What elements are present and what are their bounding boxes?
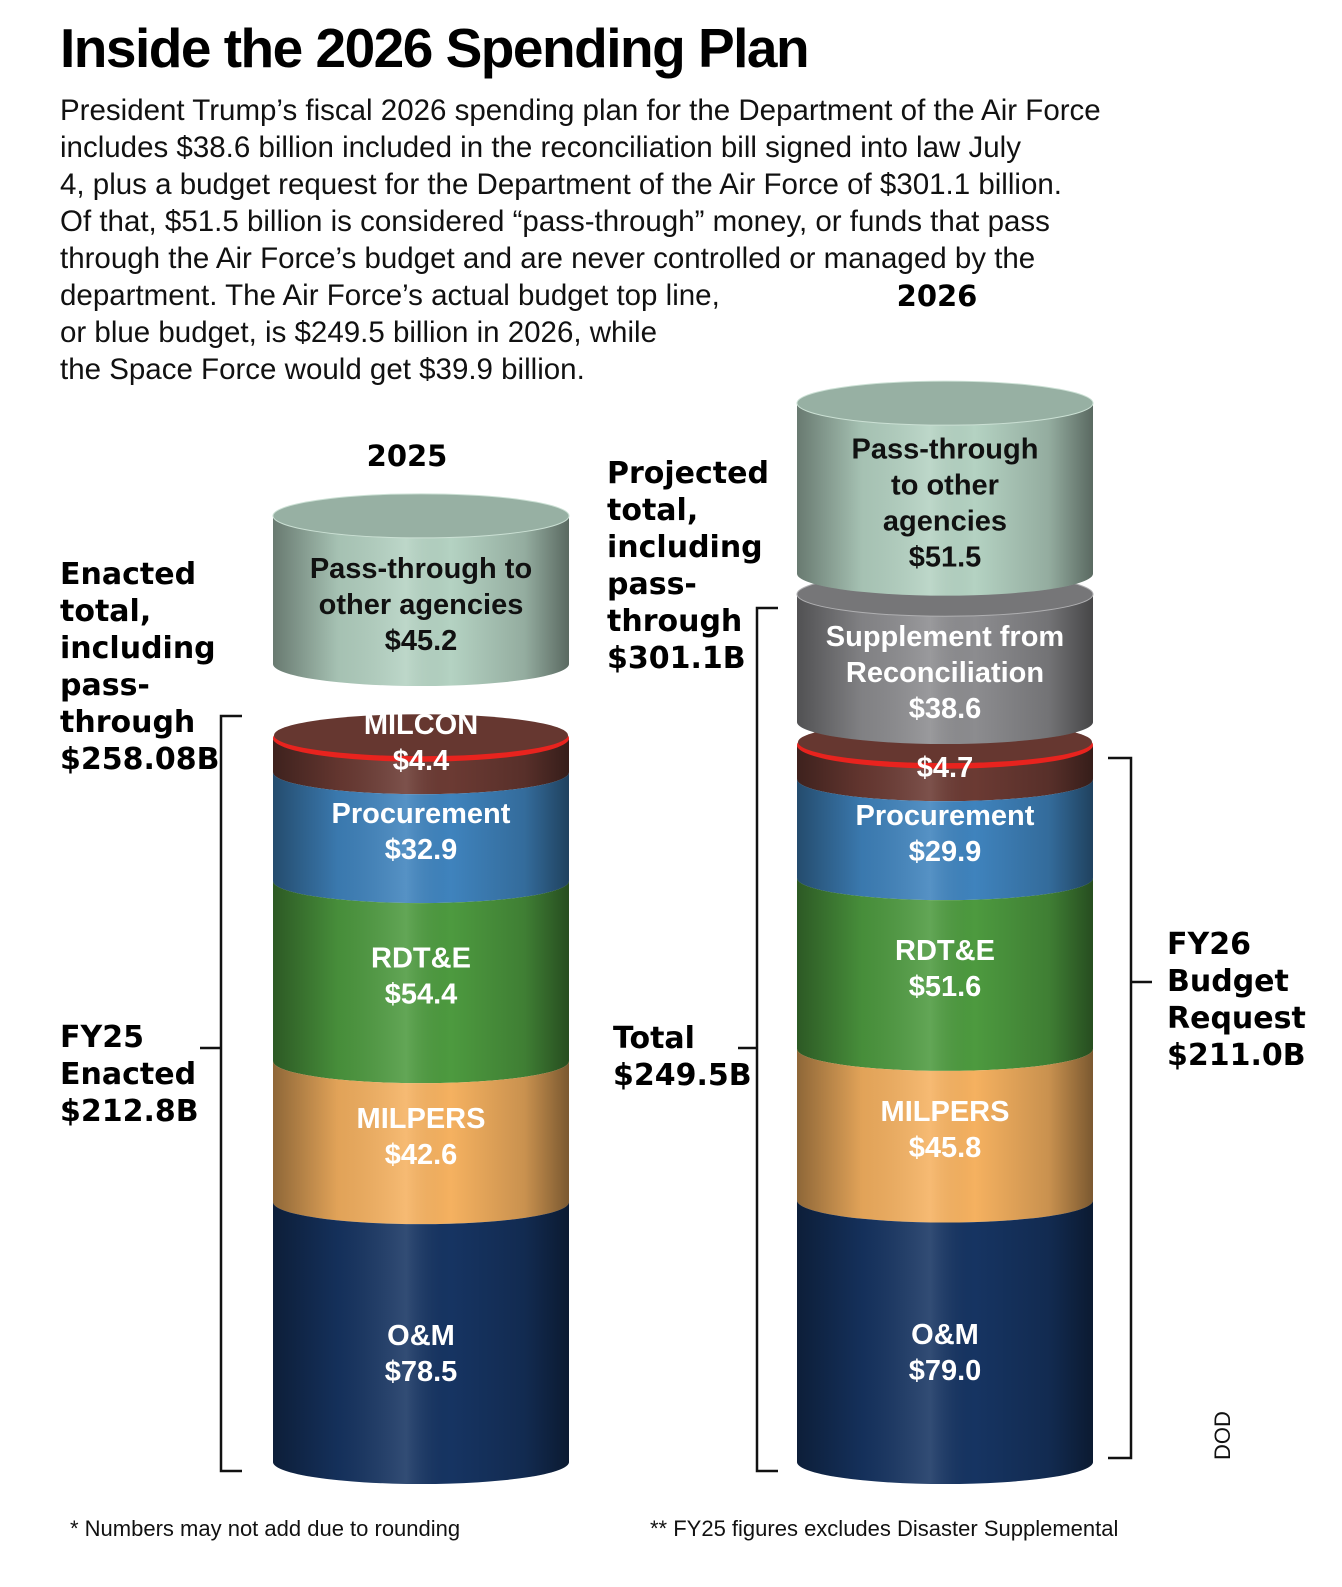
bracket-projected-total: [757, 608, 778, 1471]
annotation-line: $249.5B: [613, 1058, 752, 1093]
annotation-line: $258.08B: [60, 742, 220, 777]
segment-label: Supplement from: [825, 621, 1065, 654]
segment-label: MILPERS: [880, 1096, 1010, 1129]
segment-label: Pass-through to: [309, 552, 533, 585]
intro-line: the Space Force would get $39.9 billion.: [60, 353, 585, 386]
floating-passthrough: [273, 494, 569, 686]
intro-line: department. The Air Force’s actual budget top line,: [60, 279, 720, 312]
page-title: Inside the 2026 Spending Plan: [60, 17, 809, 79]
segment-value: $51.6: [908, 970, 982, 1003]
segment-label: agencies: [882, 505, 1008, 538]
intro-line: includes $38.6 billion included in the reconciliation bill signed into law July: [60, 131, 1021, 164]
annotation-line: FY26: [1167, 927, 1251, 962]
segment-label: other agencies: [318, 588, 524, 621]
annotation-line: including: [60, 631, 216, 666]
annotation-projected-total: [607, 455, 769, 677]
segment-value: $51.5: [908, 541, 982, 574]
annotation-line: Enacted: [60, 1057, 197, 1092]
segment-value: $4.7: [916, 752, 974, 785]
intro-line: President Trump’s fiscal 2026 spending plan for the Department of the Air Force: [60, 94, 1101, 127]
segment-label: Procurement: [855, 800, 1035, 833]
segment-value: $32.9: [384, 834, 458, 867]
intro-line: 4, plus a budget request for the Department of the Air Force of $301.1 billion.: [60, 168, 1062, 201]
annotation-line: through: [60, 705, 196, 740]
intro-line: Of that, $51.5 billion is considered “pass-through” money, or funds that pass: [60, 205, 1050, 238]
bracket-fy26-request: [1108, 758, 1131, 1458]
annotation-line: Total: [613, 1021, 695, 1056]
segment-value: $78.5: [384, 1355, 458, 1388]
segment-label: Procurement: [331, 798, 511, 831]
segment-label: O&M: [387, 1319, 455, 1352]
segment-value: $45.8: [908, 1132, 982, 1165]
segment-label: MILPERS: [356, 1103, 486, 1136]
annotation-enacted-total: [60, 556, 220, 778]
floating-supplement: [797, 572, 1093, 744]
annotation-line: including: [607, 530, 763, 565]
annotation-line: total,: [607, 493, 699, 528]
segment-label: O&M: [911, 1319, 979, 1352]
segment-label: Pass-through: [851, 433, 1039, 466]
floating-passthrough: [797, 381, 1093, 595]
column-2026: [797, 279, 1093, 1484]
footnote-rounding: * Numbers may not add due to rounding: [70, 1516, 461, 1541]
segment-value: $38.6: [908, 693, 982, 726]
intro-line: or blue budget, is $249.5 billion in 2026, while: [60, 316, 657, 349]
segment-value: $29.9: [908, 836, 982, 869]
segment-label: MILCON: [363, 709, 479, 742]
segment-value: $54.4: [384, 978, 458, 1011]
segment-label: Reconciliation: [845, 657, 1045, 690]
annotation-fy26-request: [1167, 926, 1306, 1074]
source-credit: DOD: [1210, 1411, 1235, 1460]
column-year-label: 2026: [896, 279, 978, 313]
segment-value: $42.6: [384, 1139, 458, 1172]
annotation-line: $212.8B: [60, 1094, 199, 1129]
annotation-line: FY25: [60, 1020, 144, 1055]
intro-line: through the Air Force’s budget and are never controlled or managed by the: [60, 242, 1036, 275]
segment-label: to other: [891, 469, 999, 502]
footnote-disaster: ** FY25 figures excludes Disaster Supplemental: [650, 1516, 1119, 1541]
annotation-total-2026: [613, 1020, 752, 1094]
annotation-fy25-enacted: [60, 1019, 199, 1130]
annotation-line: Request: [1167, 1001, 1306, 1036]
segment-value: $79.0: [908, 1355, 982, 1388]
segment-value: $45.2: [384, 624, 458, 657]
column-2025: [273, 439, 569, 1484]
annotation-line: pass-: [607, 567, 697, 602]
annotation-line: through: [607, 604, 743, 639]
annotation-line: Projected: [607, 456, 769, 491]
segment-label: RDT&E: [371, 942, 471, 975]
bracket-enacted-total: [221, 716, 242, 1471]
segment-value: $4.4: [392, 745, 450, 778]
annotation-line: pass-: [60, 668, 150, 703]
annotation-line: Budget: [1167, 964, 1289, 999]
annotation-line: $211.0B: [1167, 1038, 1306, 1073]
annotation-line: Enacted: [60, 557, 197, 592]
annotation-line: total,: [60, 594, 152, 629]
annotation-line: $301.1B: [607, 641, 746, 676]
column-year-label: 2025: [366, 439, 448, 473]
segment-label: RDT&E: [895, 934, 995, 967]
